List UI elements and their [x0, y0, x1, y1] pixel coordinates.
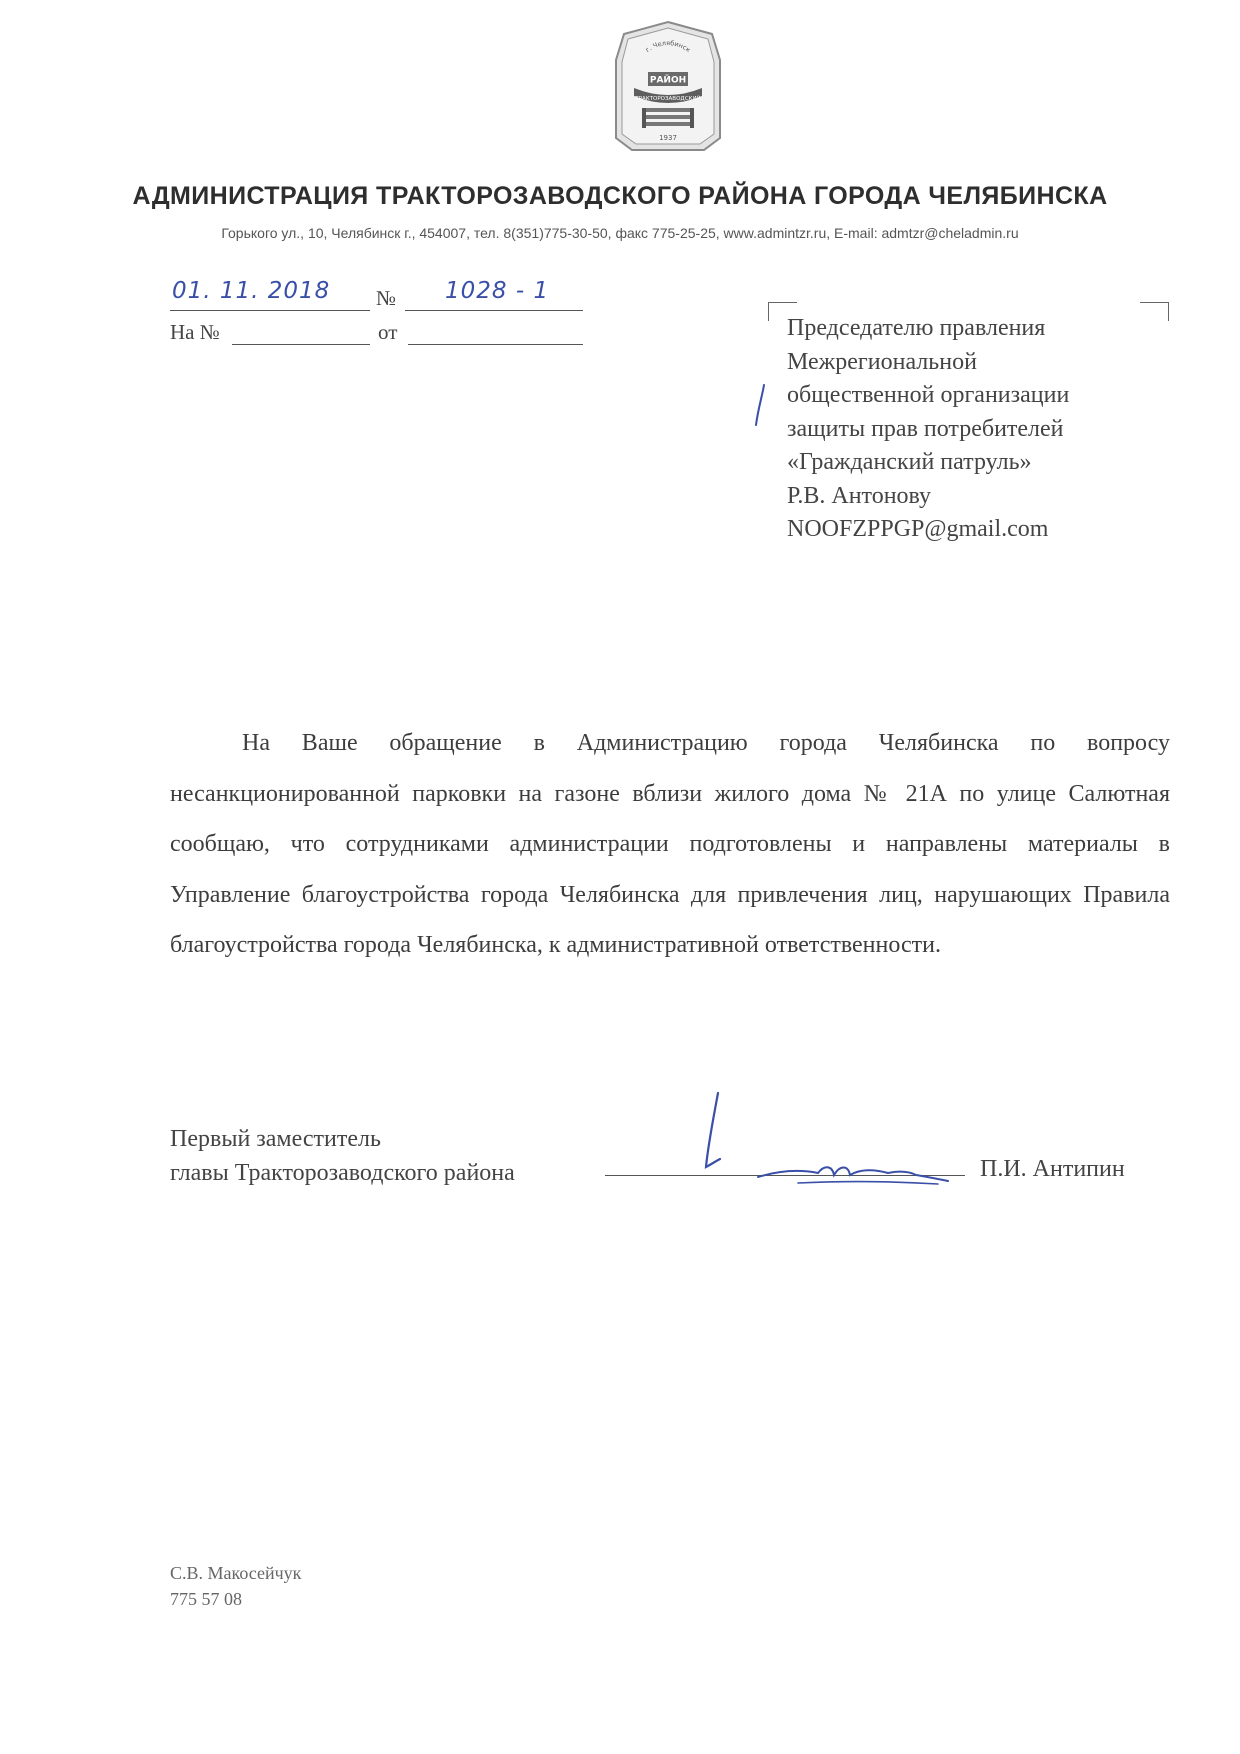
svg-text:1937: 1937: [659, 134, 677, 142]
addressee-line: Председателю правления: [787, 315, 1046, 341]
letter-body: [170, 718, 1170, 971]
svg-text:РАЙОН: РАЙОН: [649, 75, 687, 86]
letter-body-paragraph: На Ваше обращение в Администрацию города Челябинска по вопросу несанкционированной парковки на газоне вблизи жилого дома № 21А по улице Салютная сообщаю, что сотрудниками администрации подготовлены и направлены материалы в Управление благоустройства города Челябинска для привлечения лиц, нарушающих Правила благоустройства города Челябинска, к административной ответственности.: [170, 730, 1170, 958]
organization-name: АДМИНИСТРАЦИЯ ТРАКТОРОЗАВОДСКОГО РАЙОНА ГОРОДА ЧЕЛЯБИНСКА: [132, 182, 1108, 210]
addressee-line: общественной организации: [787, 382, 1070, 408]
reply-number-line: [232, 344, 370, 345]
outgoing-number: 1028 - 1: [445, 278, 550, 304]
district-emblem-icon: [612, 20, 724, 158]
check-mark-icon: [752, 383, 768, 429]
organization-contacts: Горького ул., 10, Челябинск г., 454007, тел. 8(351)775-30-50, факс 775-25-25, www.admintzr.ru, E-mail: admtzr@cheladmin.ru: [221, 225, 1019, 241]
addressee-line: защиты прав потребителей: [787, 415, 1064, 442]
addressee-line: «Гражданский патруль»: [787, 449, 1032, 475]
reply-date-line: [408, 344, 583, 345]
addressee-line: Р.В. Антонову: [787, 482, 932, 509]
outgoing-date: 01. 11. 2018: [172, 278, 331, 304]
addressee-line: Межрегиональной: [787, 348, 977, 375]
reply-date-label: от: [378, 320, 398, 344]
executor-info: [170, 1560, 301, 1612]
signatory-position: [170, 1122, 515, 1190]
executor-name: С.В. Макосейчук: [170, 1563, 302, 1583]
signatory-name: П.И. Антипин: [980, 1156, 1125, 1182]
number-label: №: [376, 286, 397, 310]
signatory-position-line2: главы Тракторозаводского района: [170, 1160, 515, 1186]
reply-number-label: На №: [170, 320, 220, 344]
signatory-position-line1: Первый заместитель: [170, 1126, 381, 1152]
executor-phone: 775 57 08: [170, 1589, 242, 1609]
svg-text:ТРАКТОРОЗАВОДСКИЙ: ТРАКТОРОЗАВОДСКИЙ: [635, 96, 701, 102]
addressee-email: NOOFZPPGP@gmail.com: [787, 516, 1049, 542]
addressee-block: [787, 312, 1207, 547]
svg-text:г. Челябинск: г. Челябинск: [643, 39, 693, 55]
handwritten-signature-icon: [598, 1085, 978, 1195]
